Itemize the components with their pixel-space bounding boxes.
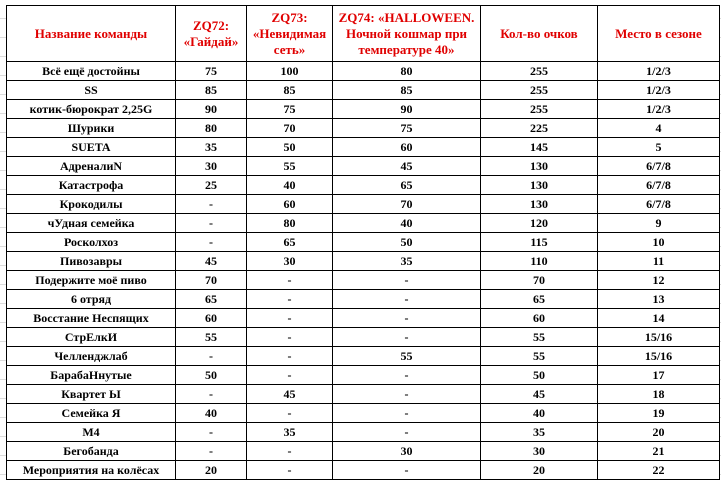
- table-row: [7, 214, 720, 233]
- zq72-score-cell[interactable]: 45: [176, 252, 247, 271]
- table-row: [7, 347, 720, 366]
- zq73-score-cell[interactable]: 30: [247, 252, 333, 271]
- zq73-score-cell[interactable]: -: [247, 271, 333, 290]
- team-name-cell[interactable]: Подержите моё пиво: [7, 271, 176, 290]
- zq72-score-cell[interactable]: 75: [176, 62, 247, 81]
- zq74-score-cell[interactable]: 30: [333, 442, 481, 461]
- table-row: [7, 461, 720, 480]
- zq72-score-cell[interactable]: -: [176, 347, 247, 366]
- table-row: [7, 404, 720, 423]
- header-zq73-line3: сеть»: [273, 41, 306, 57]
- zq74-score-cell[interactable]: -: [333, 385, 481, 404]
- table-row: [7, 328, 720, 347]
- points-cell[interactable]: 145: [481, 138, 598, 157]
- team-name-cell[interactable]: Пивозавры: [7, 252, 176, 271]
- team-name-cell[interactable]: Челленджлаб: [7, 347, 176, 366]
- zq73-score-cell[interactable]: -: [247, 309, 333, 328]
- zq74-score-cell[interactable]: 40: [333, 214, 481, 233]
- place-cell[interactable]: 6/7/8: [598, 195, 720, 214]
- header-row: [7, 6, 720, 62]
- zq74-score-cell[interactable]: 75: [333, 119, 481, 138]
- place-cell[interactable]: 13: [598, 290, 720, 309]
- zq73-score-cell[interactable]: -: [247, 290, 333, 309]
- zq73-score-cell[interactable]: -: [247, 366, 333, 385]
- zq73-score-cell[interactable]: 50: [247, 138, 333, 157]
- place-cell[interactable]: 4: [598, 119, 720, 138]
- zq72-score-cell[interactable]: 20: [176, 461, 247, 480]
- zq74-score-cell[interactable]: 85: [333, 81, 481, 100]
- zq72-score-cell[interactable]: -: [176, 442, 247, 461]
- points-cell[interactable]: 45: [481, 385, 598, 404]
- place-cell[interactable]: 17: [598, 366, 720, 385]
- zq72-score-cell[interactable]: 25: [176, 176, 247, 195]
- header-points[interactable]: Кол-во очков: [481, 6, 598, 62]
- header-zq72[interactable]: [176, 6, 247, 62]
- zq73-score-cell[interactable]: 75: [247, 100, 333, 119]
- table-row: [7, 366, 720, 385]
- points-cell[interactable]: 70: [481, 271, 598, 290]
- team-name-cell[interactable]: Крокодилы: [7, 195, 176, 214]
- team-name-cell[interactable]: котик-бюрократ 2,25G: [7, 100, 176, 119]
- table-row: [7, 290, 720, 309]
- zq73-score-cell[interactable]: 40: [247, 176, 333, 195]
- zq72-score-cell[interactable]: -: [176, 233, 247, 252]
- zq73-score-cell[interactable]: -: [247, 404, 333, 423]
- zq74-score-cell[interactable]: -: [333, 290, 481, 309]
- place-cell[interactable]: 22: [598, 461, 720, 480]
- zq73-score-cell[interactable]: 100: [247, 62, 333, 81]
- table-row: [7, 252, 720, 271]
- zq73-score-cell[interactable]: -: [247, 442, 333, 461]
- zq72-score-cell[interactable]: -: [176, 385, 247, 404]
- zq72-score-cell[interactable]: 55: [176, 328, 247, 347]
- place-cell[interactable]: 6/7/8: [598, 176, 720, 195]
- place-cell[interactable]: 1/2/3: [598, 62, 720, 81]
- place-cell[interactable]: 20: [598, 423, 720, 442]
- team-name-cell[interactable]: SUETA: [7, 138, 176, 157]
- team-name-cell[interactable]: Шурики: [7, 119, 176, 138]
- place-cell[interactable]: 21: [598, 442, 720, 461]
- table-row: [7, 100, 720, 119]
- results-body: [7, 62, 720, 480]
- zq74-score-cell[interactable]: -: [333, 271, 481, 290]
- table-row: [7, 423, 720, 442]
- zq73-score-cell[interactable]: 85: [247, 81, 333, 100]
- table-row: [7, 138, 720, 157]
- zq72-score-cell[interactable]: 65: [176, 290, 247, 309]
- zq72-score-cell[interactable]: 70: [176, 271, 247, 290]
- zq74-score-cell[interactable]: 60: [333, 138, 481, 157]
- header-zq74-line3: температуре 40»: [358, 41, 455, 57]
- zq73-score-cell[interactable]: 80: [247, 214, 333, 233]
- table-row: [7, 442, 720, 461]
- zq73-score-cell[interactable]: -: [247, 461, 333, 480]
- points-cell[interactable]: 20: [481, 461, 598, 480]
- team-name-cell[interactable]: Катастрофа: [7, 176, 176, 195]
- zq73-score-cell[interactable]: 70: [247, 119, 333, 138]
- place-cell[interactable]: 5: [598, 138, 720, 157]
- points-cell[interactable]: 255: [481, 100, 598, 119]
- points-cell[interactable]: 110: [481, 252, 598, 271]
- team-name-cell[interactable]: Квартет Ы: [7, 385, 176, 404]
- zq74-score-cell[interactable]: 45: [333, 157, 481, 176]
- zq74-score-cell[interactable]: -: [333, 328, 481, 347]
- table-row: [7, 271, 720, 290]
- header-zq74[interactable]: [333, 6, 481, 62]
- season-results-table: [6, 5, 720, 480]
- zq72-score-cell[interactable]: -: [176, 214, 247, 233]
- points-cell[interactable]: 120: [481, 214, 598, 233]
- zq74-score-cell[interactable]: 80: [333, 62, 481, 81]
- header-zq73[interactable]: [247, 6, 333, 62]
- team-name-cell[interactable]: СтрЕлкИ: [7, 328, 176, 347]
- team-name-cell[interactable]: Семейка Я: [7, 404, 176, 423]
- place-cell[interactable]: 18: [598, 385, 720, 404]
- table-row: [7, 385, 720, 404]
- table-row: [7, 176, 720, 195]
- zq72-score-cell[interactable]: -: [176, 195, 247, 214]
- table-row: [7, 81, 720, 100]
- place-cell[interactable]: 19: [598, 404, 720, 423]
- table-row: [7, 119, 720, 138]
- zq74-score-cell[interactable]: -: [333, 366, 481, 385]
- zq73-score-cell[interactable]: -: [247, 347, 333, 366]
- points-cell[interactable]: 55: [481, 328, 598, 347]
- place-cell[interactable]: 15/16: [598, 328, 720, 347]
- points-cell[interactable]: 130: [481, 176, 598, 195]
- table-row: [7, 62, 720, 81]
- place-cell[interactable]: 15/16: [598, 347, 720, 366]
- team-name-cell[interactable]: Всё ещё достойны: [7, 62, 176, 81]
- points-cell[interactable]: 50: [481, 366, 598, 385]
- header-zq72-line2: «Гайдай»: [183, 33, 239, 49]
- team-name-cell[interactable]: Мероприятия на колёсах: [7, 461, 176, 480]
- zq72-score-cell[interactable]: -: [176, 423, 247, 442]
- team-name-cell[interactable]: Росколхоз: [7, 233, 176, 252]
- place-cell[interactable]: 10: [598, 233, 720, 252]
- place-cell[interactable]: 1/2/3: [598, 100, 720, 119]
- points-cell[interactable]: 130: [481, 157, 598, 176]
- zq73-score-cell[interactable]: 55: [247, 157, 333, 176]
- header-zq72-line1: ZQ72:: [192, 17, 230, 33]
- team-name-cell[interactable]: Восстание Неспящих: [7, 309, 176, 328]
- table-row: [7, 157, 720, 176]
- zq74-score-cell[interactable]: 35: [333, 252, 481, 271]
- zq74-score-cell[interactable]: -: [333, 461, 481, 480]
- points-cell[interactable]: 35: [481, 423, 598, 442]
- place-cell[interactable]: 9: [598, 214, 720, 233]
- team-name-cell[interactable]: АдреналиN: [7, 157, 176, 176]
- zq74-score-cell[interactable]: 50: [333, 233, 481, 252]
- zq72-score-cell[interactable]: 30: [176, 157, 247, 176]
- points-cell[interactable]: 115: [481, 233, 598, 252]
- header-zq74-line1: ZQ74: «HALLOWEEN.: [338, 9, 475, 25]
- zq74-score-cell[interactable]: -: [333, 309, 481, 328]
- zq72-score-cell[interactable]: 80: [176, 119, 247, 138]
- place-cell[interactable]: 14: [598, 309, 720, 328]
- table-row: [7, 309, 720, 328]
- zq72-score-cell[interactable]: 60: [176, 309, 247, 328]
- points-cell[interactable]: 225: [481, 119, 598, 138]
- zq72-score-cell[interactable]: 50: [176, 366, 247, 385]
- header-zq73-line1: ZQ73:: [271, 9, 308, 25]
- table-row: [7, 195, 720, 214]
- points-cell[interactable]: 130: [481, 195, 598, 214]
- zq72-score-cell[interactable]: 85: [176, 81, 247, 100]
- team-name-cell[interactable]: БарабаНнутые: [7, 366, 176, 385]
- zq73-score-cell[interactable]: -: [247, 328, 333, 347]
- team-name-cell[interactable]: SS: [7, 81, 176, 100]
- place-cell[interactable]: 12: [598, 271, 720, 290]
- points-cell[interactable]: 60: [481, 309, 598, 328]
- place-cell[interactable]: 11: [598, 252, 720, 271]
- zq72-score-cell[interactable]: 90: [176, 100, 247, 119]
- zq72-score-cell[interactable]: 35: [176, 138, 247, 157]
- zq73-score-cell[interactable]: 45: [247, 385, 333, 404]
- zq74-score-cell[interactable]: 70: [333, 195, 481, 214]
- zq73-score-cell[interactable]: 60: [247, 195, 333, 214]
- place-cell[interactable]: 6/7/8: [598, 157, 720, 176]
- header-zq74-line2: Ночной кошмар при: [345, 25, 468, 41]
- points-cell[interactable]: 30: [481, 442, 598, 461]
- zq74-score-cell[interactable]: 90: [333, 100, 481, 119]
- header-season-place[interactable]: Место в сезоне: [598, 6, 720, 62]
- header-team-name[interactable]: Название команды: [7, 6, 176, 62]
- points-cell[interactable]: 255: [481, 81, 598, 100]
- zq74-score-cell[interactable]: 65: [333, 176, 481, 195]
- zq74-score-cell[interactable]: -: [333, 404, 481, 423]
- points-cell[interactable]: 255: [481, 62, 598, 81]
- team-name-cell[interactable]: 6 отряд: [7, 290, 176, 309]
- header-zq73-line2: «Невидимая: [252, 25, 327, 41]
- zq73-score-cell[interactable]: 65: [247, 233, 333, 252]
- team-name-cell[interactable]: М4: [7, 423, 176, 442]
- zq74-score-cell[interactable]: 55: [333, 347, 481, 366]
- zq74-score-cell[interactable]: -: [333, 423, 481, 442]
- team-name-cell[interactable]: чУдная семейка: [7, 214, 176, 233]
- points-cell[interactable]: 65: [481, 290, 598, 309]
- points-cell[interactable]: 55: [481, 347, 598, 366]
- table-row: [7, 233, 720, 252]
- team-name-cell[interactable]: Бегобанда: [7, 442, 176, 461]
- zq72-score-cell[interactable]: 40: [176, 404, 247, 423]
- place-cell[interactable]: 1/2/3: [598, 81, 720, 100]
- zq73-score-cell[interactable]: 35: [247, 423, 333, 442]
- points-cell[interactable]: 40: [481, 404, 598, 423]
